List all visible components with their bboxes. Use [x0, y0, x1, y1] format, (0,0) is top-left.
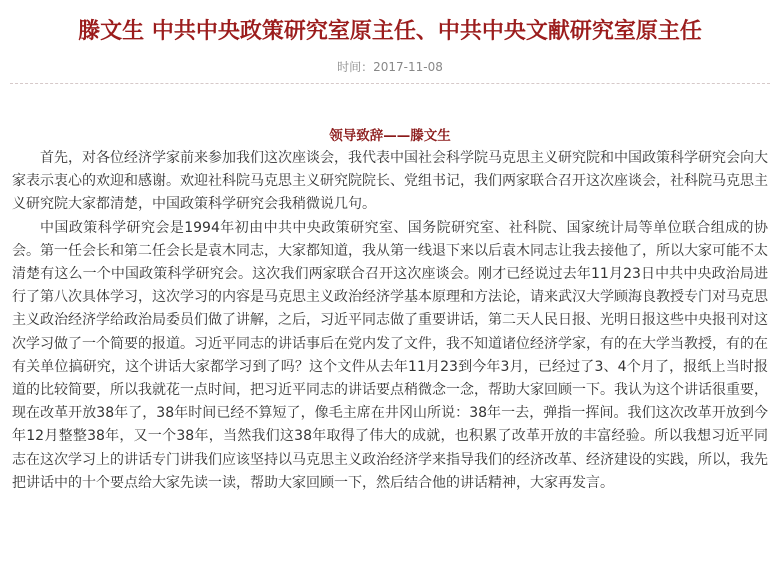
paragraph-1: 首先，对各位经济学家前来参加我们这次座谈会，我代表中国社会科学院马克思主义研究院和中国政策科学研究会向大家表示衷心的欢迎和感谢。欢迎社科院马克思主义研究院院长、党组书记，我们两家联合召开这次座谈会，社科院马克思主义研究院大家都清楚，中国政策科学研究会我稍微说几句。 — [12, 150, 768, 213]
article-body — [12, 147, 768, 495]
article-meta — [0, 58, 780, 75]
dashed-divider — [10, 83, 770, 84]
article-subtitle: 领导致辞——滕文生 — [329, 128, 451, 144]
paragraph-2: 中国政策科学研究会是1994年初由中共中央政策研究室、国务院研究室、社科院、国家统计局等单位联合组成的协会。第一任会长和第二任会长是袁木同志，大家都知道，我从第一线退下来以后袁木同志让我去接他了，所以大家可能不太清楚有这么一个中国政策科学研究会。这次我们两家联合召开这次座谈会。刚才已经说过去年11月23日中共中央政治局进行了第八次具体学习，这次学习的内容是马克思主义政治经济学基本原理和方法论，请来武汉大学顾海良教授专门对马克思主义政治经济学给政治局委员们做了讲解，之后，习近平同志做了重要讲话，第二天人民日报、光明日报这些中央报刊对这次学习做了一个简要的报道。习近平同志的讲话事后在党内发了文件，我不知道诸位经济学家，有的在大学当教授，有的在有关单位搞研究，这个讲话大家都学习到了吗？这个文件从去年11月23到今年3月，已经过了3、4个月了，报纸上当时报道的比较简要，所以我就花一点时间，把习近平同志的讲话要点稍微念一念，帮助大家回顾一下。我认为这个讲话很重要，现在改革开放38年了，38年时间已经不算短了，像毛主席在井冈山所说：38年一去，弹指一挥间。我们这次改革开放到今年12月整整38年，又一个38年，当然我们这38年取得了伟大的成就，也积累了改革开放的丰富经验。所以我想习近平同志在这次学习上的讲话专门讲我们应该坚持以马克思主义政治经济学来指导我们的经济改革、经济建设的实践，所以，我先把讲话中的十个要点给大家先读一读，帮助大家回顾一下，然后结合他的讲话精神，大家再发言。 — [12, 219, 768, 491]
publish-date: 2017-11-08 — [373, 60, 443, 74]
time-label: 时间： — [337, 60, 374, 74]
article-title: 滕文生 中共中央政策研究室原主任、中共中央文献研究室原主任 — [78, 19, 702, 44]
